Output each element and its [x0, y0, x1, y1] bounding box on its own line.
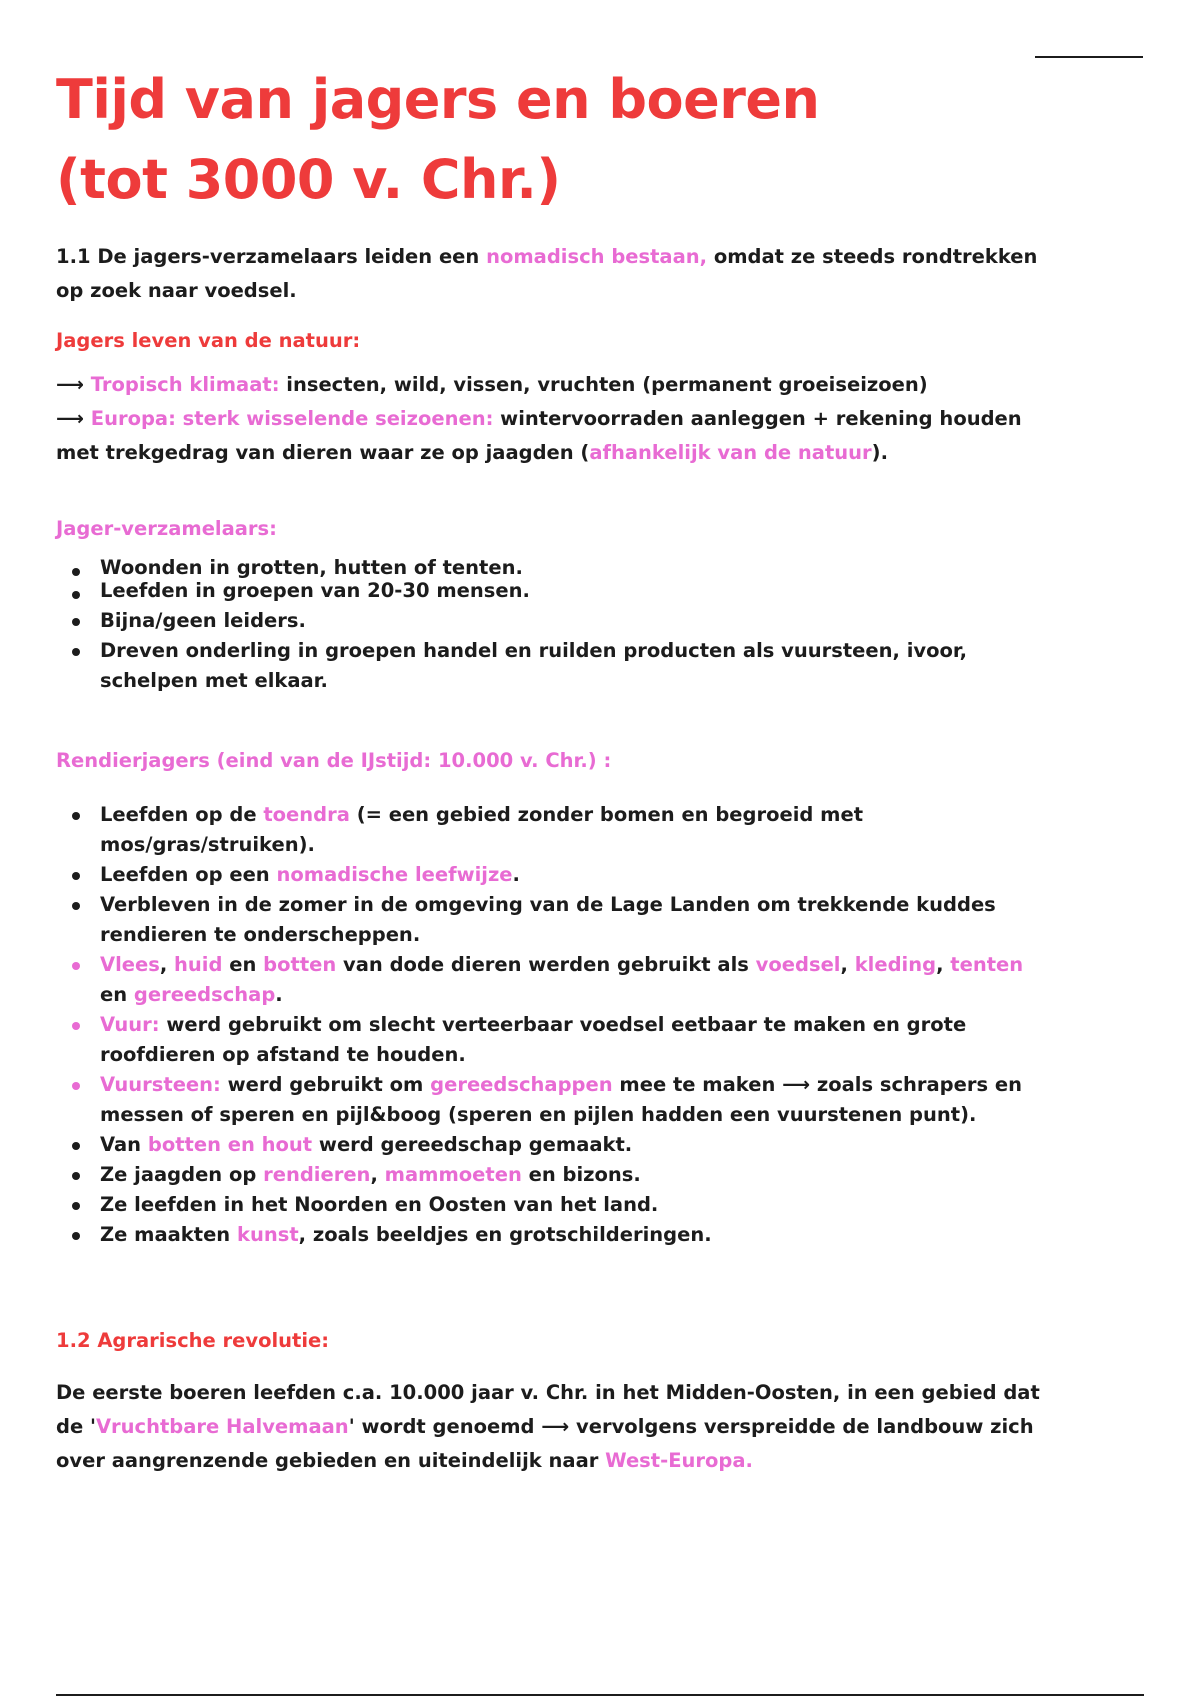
bullet-icon	[72, 902, 80, 910]
nomadic-highlight: nomadische leefwijze	[276, 863, 513, 886]
vuur-highlight: Vuur:	[100, 1013, 160, 1036]
list-item-text: (= een gebied zonder bomen en begroeid met mos/gras/struiken).	[100, 803, 864, 856]
toendra-highlight: toendra	[263, 803, 350, 826]
list-item-text: ,	[159, 953, 175, 976]
list-item-text: ,	[936, 953, 951, 976]
list-item-text: Verbleven in de zomer in de omgeving van de Lage Landen om trekkende kuddes rendieren te onderscheppen.	[100, 893, 996, 946]
list-item-text: .	[512, 863, 520, 886]
west-europa-highlight: West-Europa.	[605, 1449, 753, 1472]
gatherers-list	[56, 556, 1056, 696]
list-item	[56, 860, 1056, 890]
agrarian-paragraph	[56, 1376, 1056, 1478]
list-item-text: Leefden in groepen van 20-30 mensen.	[100, 579, 530, 602]
page-title: Tijd van jagers en boeren (tot 3000 v. Chr.)	[56, 68, 820, 211]
nature-line-europe	[56, 402, 1056, 470]
agrarian-text-a: De eerste boeren leefden c.a. 10.000 jaar v. Chr. in het Midden-Oosten, in een gebied dat de '	[56, 1381, 1040, 1438]
bullet-icon	[72, 1172, 80, 1180]
intro-text-a: 1.1 De jagers-verzamelaars leiden een	[56, 245, 487, 268]
arrow-icon: ⟶	[56, 373, 91, 396]
list-item-text: ,	[840, 953, 855, 976]
list-item	[56, 1010, 1056, 1070]
list-item-text: Woonden in grotten, hutten of tenten.	[100, 556, 523, 579]
reindeer-heading: Rendierjagers (eind van de IJstijd: 10.000 v. Chr.) :	[56, 749, 612, 772]
list-item-text: .	[275, 983, 283, 1006]
list-item-text: van dode dieren werden gebruikt als	[336, 953, 756, 976]
bullet-icon	[72, 962, 80, 970]
bullet-icon	[72, 1232, 80, 1240]
gatherers-heading: Jager-verzamelaars:	[56, 517, 277, 540]
list-item-text: Ze jaagden op	[100, 1163, 264, 1186]
rendieren-highlight: rendieren	[263, 1163, 371, 1186]
dependency-highlight: afhankelijk van de natuur	[589, 441, 872, 464]
list-item	[56, 556, 1056, 579]
list-item-text: Van	[100, 1133, 148, 1156]
list-item-text: Ze leefden in het Noorden en Oosten van het land.	[100, 1193, 659, 1216]
list-item-text: en	[100, 983, 134, 1006]
list-item	[56, 1130, 1056, 1160]
list-item-text: en	[222, 953, 264, 976]
bullet-icon	[72, 568, 80, 576]
list-item-text: Leefden op de	[100, 803, 264, 826]
vlees-highlight: Vlees	[100, 953, 160, 976]
bullet-icon	[72, 872, 80, 880]
agrarian-text-b: ' wordt genoemd ⟶ vervolgens verspreidde de landbouw zich over aangrenzende gebieden en uiteindelijk naar	[56, 1415, 1034, 1472]
reindeer-list	[56, 800, 1056, 1250]
list-item-text: , zoals beeldjes en grotschilderingen.	[298, 1223, 712, 1246]
botten-highlight: botten	[263, 953, 337, 976]
list-item-text: werd gebruikt om slecht verteerbaar voedsel eetbaar te maken en grote roofdieren op afstand te houden.	[100, 1013, 967, 1066]
list-item	[56, 890, 1056, 950]
huid-highlight: huid	[174, 953, 223, 976]
top-divider	[1035, 56, 1143, 58]
list-item	[56, 579, 1056, 602]
bullet-icon	[72, 618, 80, 626]
list-item-text: en bizons.	[521, 1163, 641, 1186]
gereedschappen-highlight: gereedschappen	[430, 1073, 613, 1096]
list-item	[56, 950, 1056, 1010]
list-item	[56, 1160, 1056, 1190]
intro-paragraph	[56, 240, 1056, 308]
list-item-text: werd gereedschap gemaakt.	[312, 1133, 633, 1156]
kleding-highlight: kleding	[854, 953, 937, 976]
intro-text-b: omdat ze steeds rondtrekken op zoek naar voedsel.	[56, 245, 1038, 302]
bullet-icon	[72, 812, 80, 820]
list-item-text: mee te maken ⟶ zoals schrapers en messen of speren en pijl&boog (speren en pijlen hadden een vuurstenen punt).	[100, 1073, 1022, 1126]
intro-highlight: nomadisch bestaan,	[486, 245, 708, 268]
list-item-text: Leefden op een	[100, 863, 277, 886]
gereedschap-highlight: gereedschap	[133, 983, 276, 1006]
list-item-text: ,	[370, 1163, 385, 1186]
bottom-divider	[56, 1694, 1144, 1696]
bullet-icon	[72, 1082, 80, 1090]
voedsel-highlight: voedsel	[755, 953, 841, 976]
halvemaan-highlight: Vruchtbare Halvemaan	[95, 1415, 349, 1438]
tropical-text: insecten, wild, vissen, vruchten (permanent groeiseizoen)	[279, 373, 928, 396]
bullet-icon	[72, 1022, 80, 1030]
list-item	[56, 1190, 1056, 1220]
arrow-icon: ⟶	[56, 407, 91, 430]
europe-text-end: ).	[871, 441, 888, 464]
kunst-highlight: kunst	[236, 1223, 299, 1246]
europe-text: wintervoorraden aanleggen + rekening houden met trekgedrag van dieren waar ze op jaagden (	[56, 407, 1022, 464]
vuursteen-highlight: Vuursteen:	[100, 1073, 221, 1096]
tenten-highlight: tenten	[950, 953, 1024, 976]
bullet-icon	[72, 648, 80, 656]
list-item-text: Ze maakten	[100, 1223, 237, 1246]
list-item-text: werd gebruikt om	[220, 1073, 431, 1096]
nature-heading: Jagers leven van de natuur:	[56, 329, 361, 352]
document-page	[56, 60, 1056, 1478]
bullet-icon	[72, 1202, 80, 1210]
tropical-highlight: Tropisch klimaat:	[90, 373, 280, 396]
list-item	[56, 636, 1056, 696]
list-item	[56, 1070, 1056, 1130]
botten-hout-highlight: botten en hout	[147, 1133, 313, 1156]
list-item	[56, 606, 1056, 636]
list-item-text: Dreven onderling in groepen handel en ruilden producten als vuursteen, ivoor, schelpen met elkaar.	[100, 639, 968, 692]
agrarian-heading: 1.2 Agrarische revolutie:	[56, 1329, 330, 1352]
list-item	[56, 800, 1056, 860]
bullet-icon	[72, 591, 80, 599]
list-item	[56, 1220, 1056, 1250]
nature-line-tropical	[56, 368, 1056, 402]
mammoeten-highlight: mammoeten	[384, 1163, 522, 1186]
europe-highlight: Europa: sterk wisselende seizoenen:	[90, 407, 494, 430]
bullet-icon	[72, 1142, 80, 1150]
list-item-text: Bijna/geen leiders.	[100, 609, 306, 632]
